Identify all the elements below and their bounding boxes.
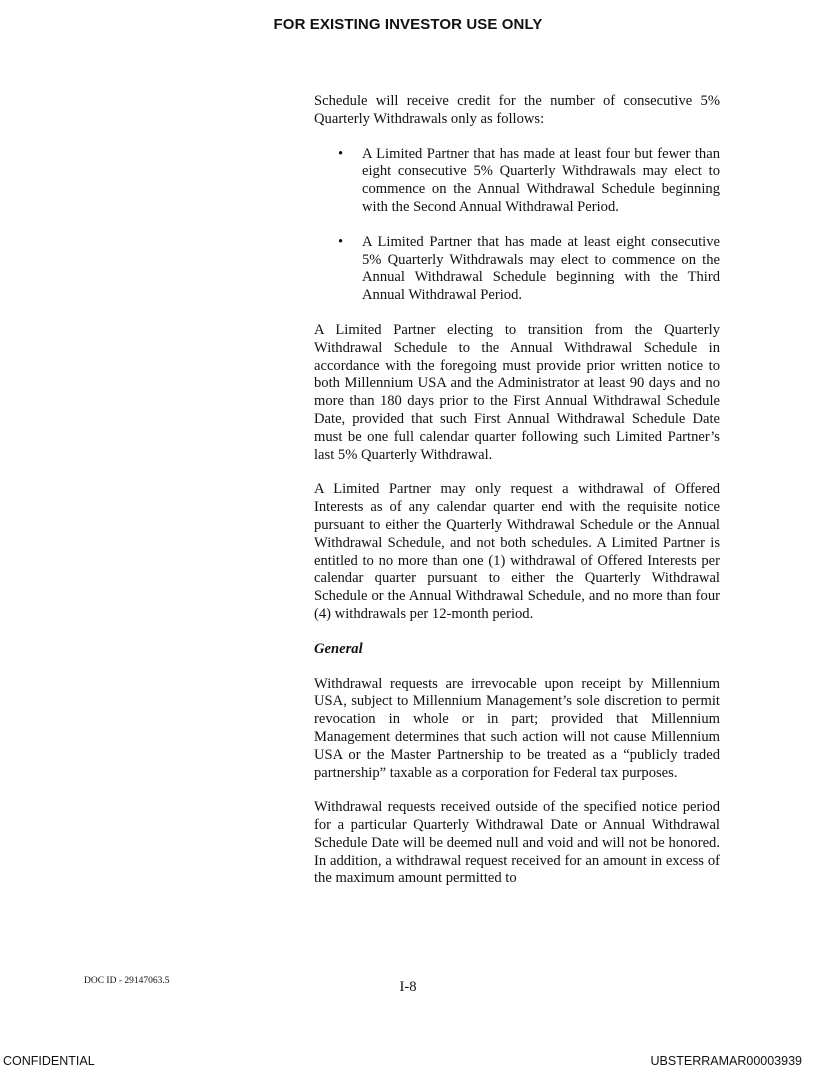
list-item <box>314 146 720 217</box>
page-number: I-8 <box>399 979 417 995</box>
irrevocable-paragraph: Withdrawal requests are irrevocable upon receipt by Millennium USA, subject to Millennium Management’s sole discretion to permit revocation in whole or in part; provided that Millennium Management determines that such action will not cause Millennium USA or the Master Partnership to be treated as a “publicly traded partnership” taxable as a corporation for Federal tax purposes. <box>314 675 720 781</box>
confidential-label: CONFIDENTIAL <box>3 1054 95 1068</box>
list-item <box>314 234 720 305</box>
intro-paragraph: Schedule will receive credit for the number of consecutive 5% Quarterly Withdrawals only as follows: <box>314 93 720 127</box>
confidentiality-banner: FOR EXISTING INVESTOR USE ONLY <box>273 16 543 33</box>
bates-number: UBSTERRAMAR00003939 <box>650 1054 802 1068</box>
main-text-column <box>314 93 720 905</box>
list-item-text: A Limited Partner that has made at least four but fewer than eight consecutive 5% Quarterly Withdrawals may elect to commence on the Annual Withdrawal Schedule beginning with the Second Annual Withdrawal Period. <box>362 145 720 215</box>
transition-paragraph: A Limited Partner electing to transition from the Quarterly Withdrawal Schedule to the Annual Withdrawal Schedule in accordance with the foregoing must provide prior written notice to both Millennium USA and the Administrator at least 90 days and no more than 180 days prior to the First Annual Withdrawal Schedule Date, provided that such First Annual Withdrawal Schedule Date must be one full calendar quarter following such Limited Partner’s last 5% Quarterly Withdrawal. <box>314 321 720 463</box>
outside-notice-paragraph: Withdrawal requests received outside of the specified notice period for a particular Quarterly Withdrawal Date or Annual Withdrawal Schedule Date will be deemed null and void and will not be honored. In addition, a withdrawal request received for an amount in excess of the maximum amount permitted to <box>314 799 720 887</box>
request-paragraph: A Limited Partner may only request a withdrawal of Offered Interests as of any calendar quarter end with the requisite notice pursuant to either the Quarterly Withdrawal Schedule or the Annual Withdrawal Schedule, and not both schedules. A Limited Partner is entitled to no more than one (1) withdrawal of Offered Interests per calendar quarter pursuant to either the Quarterly Withdrawal Schedule or the Annual Withdrawal Schedule, and no more than four (4) withdrawals per 12-month period. <box>314 481 720 622</box>
withdrawal-credit-list <box>314 146 720 305</box>
bullet-icon: • <box>338 145 344 162</box>
bullet-icon: • <box>338 233 344 250</box>
list-item-text: A Limited Partner that has made at least eight consecutive 5% Quarterly Withdrawals may elect to commence on the Annual Withdrawal Schedule beginning with the Third Annual Withdrawal Period. <box>362 233 720 304</box>
section-heading-general: General <box>314 640 363 657</box>
document-id: DOC ID - 29147063.5 <box>84 976 170 986</box>
